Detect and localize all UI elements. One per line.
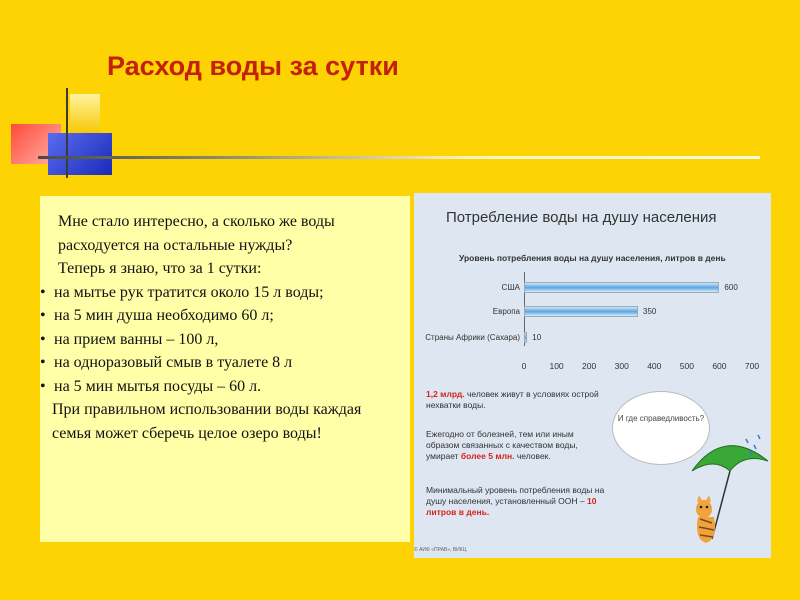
- lead-text: Теперь я знаю, что за 1 сутки:: [58, 260, 262, 277]
- chart-tick-label: 500: [679, 361, 694, 371]
- decor-vertical-line: [66, 88, 68, 178]
- stat-shortage: [426, 389, 606, 411]
- usage-list: [40, 281, 402, 399]
- chart-tick-label: 0: [521, 361, 527, 371]
- intro-text: Мне стало интересно, а сколько же воды расходуется на остальные нужды?: [58, 213, 335, 254]
- speech-bubble: И где справедливость?: [612, 391, 710, 465]
- chart-category-label: США: [501, 283, 520, 292]
- page-title: Расход воды за сутки: [107, 51, 399, 81]
- chart-title: Уровень потребления воды на душу населения, литров в день: [459, 253, 726, 263]
- chart-bar: [524, 282, 719, 293]
- list-item: • на прием ванны – 100 л,: [40, 328, 402, 352]
- stat-un-text: Минимальный уровень потребления воды на душу населения, установленный ООН –: [426, 485, 605, 506]
- stat-un-minimum: [426, 485, 606, 518]
- chart-tick-label: 600: [712, 361, 727, 371]
- chart-bar: [524, 332, 527, 343]
- chart-data-label: 350: [643, 307, 657, 316]
- stat-un-number: 10 литров в день.: [426, 496, 597, 517]
- list-item: • на одноразовый смыв в туалете 8 л: [40, 351, 402, 375]
- infographic-panel: [414, 193, 771, 558]
- chart-tick-label: 700: [744, 361, 760, 371]
- stat-shortage-text: человек живут в условиях острой нехватки воды.: [426, 389, 599, 410]
- cat-umbrella-icon: [684, 431, 770, 551]
- stat-deaths-text: Ежегодно от болезней, тем или иным образом связанных с качеством воды, умирает: [426, 429, 578, 461]
- chart-category-label: Страны Африки (Сахара): [425, 333, 520, 342]
- chart-tick-label: 100: [549, 361, 564, 371]
- list-item: • на мытье рук тратится около 15 л воды;: [40, 281, 402, 305]
- chart-data-label: 10: [532, 333, 542, 342]
- stat-shortage-number: 1,2 млрд.: [426, 389, 465, 399]
- infographic-title: Потребление воды на душу населения: [446, 209, 717, 226]
- conclusion-text: При правильном использовании воды каждая семья может сберечь целое озеро воды!: [52, 401, 362, 442]
- chart-tick-label: 400: [647, 361, 662, 371]
- chart-bar: [524, 306, 638, 317]
- title-underline: [38, 156, 760, 159]
- decor-yellow-square: [70, 94, 100, 134]
- copyright: © АИФ «ПРАВ», ВИКЦ: [414, 547, 467, 553]
- chart-tick-label: 200: [582, 361, 597, 371]
- list-item: • на 5 мин мытья посуды – 60 л.: [40, 375, 402, 399]
- list-item: • на 5 мин душа необходимо 60 л;: [40, 304, 402, 328]
- decor-blue-square: [48, 133, 112, 175]
- chart-tick-label: 300: [614, 361, 629, 371]
- stat-deaths-tail: человек.: [514, 451, 551, 461]
- stat-deaths-number: более 5 млн.: [460, 451, 515, 461]
- text-panel: [40, 196, 410, 542]
- stat-deaths: [426, 429, 606, 462]
- chart-data-label: 600: [724, 283, 738, 292]
- chart-category-label: Европа: [492, 307, 520, 316]
